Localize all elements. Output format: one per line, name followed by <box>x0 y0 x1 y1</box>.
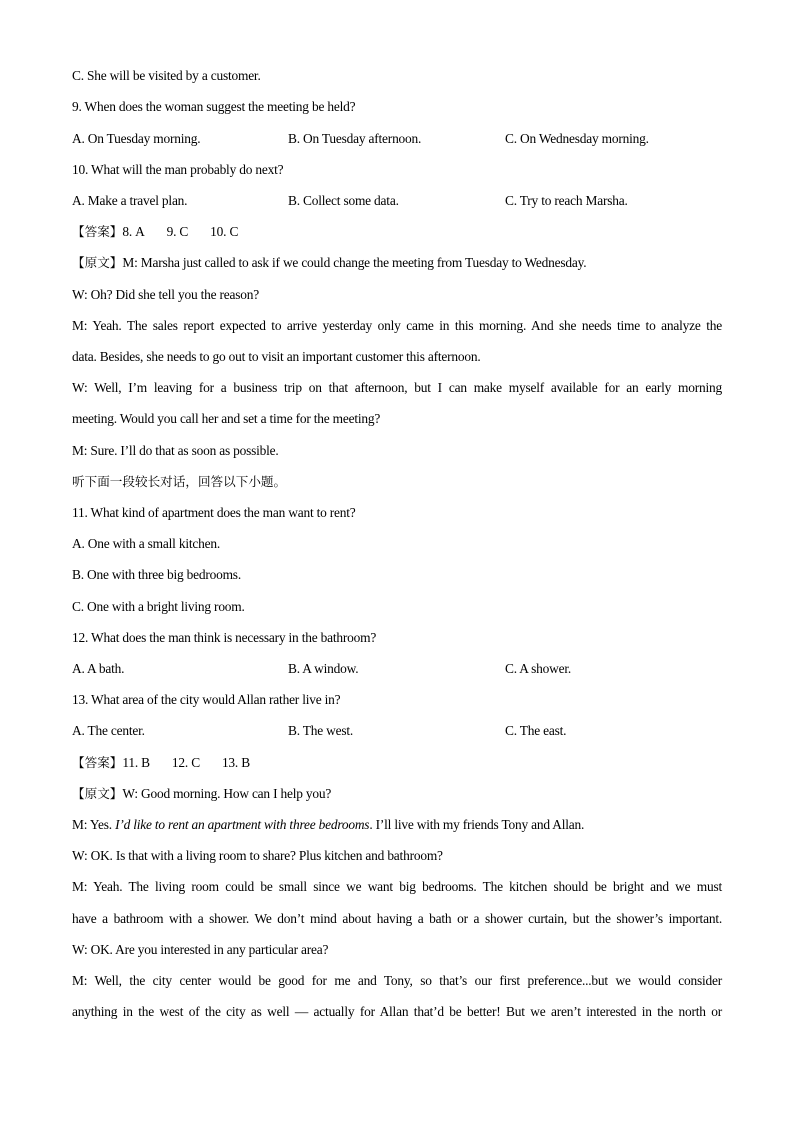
transcript-text: M: Marsha just called to ask if we could change the meeting from Tuesday to Wednesday. <box>122 255 587 270</box>
answer-13: 13. B <box>221 755 250 770</box>
transcript-2-line-7: M: Well, the city center would be good for me and Tony, so that’s our first preference...but we would consider <box>72 973 722 988</box>
transcript-2-line-4: M: Yeah. The living room could be small since we want big bedrooms. The kitchen should be bright and we must <box>72 879 722 894</box>
transcript-2-line-5: have a bathroom with a shower. We don’t mind about having a bath or a shower curtain, but the shower’s important. <box>72 911 722 926</box>
transcript-1-line-6: meeting. Would you call her and set a time for the meeting? <box>72 411 381 426</box>
transcript-1-line-1 <box>72 254 586 272</box>
q12-option-c: C. A shower. <box>505 661 572 676</box>
answer-9: 9. C <box>166 224 189 239</box>
transcript-label: 【原文】 <box>72 255 123 270</box>
transcript-1-line-4: data. Besides, she needs to go out to visit an important customer this afternoon. <box>72 349 481 364</box>
transcript-1-line-2: W: Oh? Did she tell you the reason? <box>72 287 259 302</box>
transcript-1-line-5: W: Well, I’m leaving for a business trip on that afternoon, but I can make myself available for an early morning <box>72 380 722 395</box>
answer-label: 【答案】 <box>72 755 123 770</box>
question-12: 12. What does the man think is necessary in the bathroom? <box>72 630 377 645</box>
q12-option-a: A. A bath. <box>72 661 125 676</box>
q8-option-c: C. She will be visited by a customer. <box>72 68 261 83</box>
q10-option-c: C. Try to reach Marsha. <box>505 193 628 208</box>
q12-option-b: B. A window. <box>288 661 359 676</box>
q10-option-b: B. Collect some data. <box>288 193 399 208</box>
q13-option-c: C. The east. <box>505 723 567 738</box>
question-11: 11. What kind of apartment does the man want to rent? <box>72 505 356 520</box>
q9-option-b: B. On Tuesday afternoon. <box>288 131 422 146</box>
q11-option-c: C. One with a bright living room. <box>72 599 245 614</box>
transcript-text: W: Good morning. How can I help you? <box>122 786 332 801</box>
q10-option-a: A. Make a travel plan. <box>72 193 188 208</box>
answer-8: 8. A <box>122 224 145 239</box>
answer-10: 10. C <box>210 224 239 239</box>
q11-option-a: A. One with a small kitchen. <box>72 536 220 551</box>
q11-option-b: B. One with three big bedrooms. <box>72 567 241 582</box>
transcript-2-line-8: anything in the west of the city as well — actually for Allan that’d be better! But we aren’t interested in the north or <box>72 1004 722 1019</box>
speaker-text: . I’ll live with my friends Tony and Allan. <box>369 817 585 832</box>
transcript-2-line-6: W: OK. Are you interested in any particular area? <box>72 942 329 957</box>
q13-option-b: B. The west. <box>288 723 354 738</box>
italic-answer-text: I’d like to rent an apartment with three bedrooms <box>115 817 370 832</box>
answer-line-2 <box>72 754 250 772</box>
section-instruction: 听下面一段较长对话，回答以下小题。 <box>72 474 287 489</box>
q9-option-c: C. On Wednesday morning. <box>505 131 649 146</box>
answer-11: 11. B <box>122 755 150 770</box>
transcript-2-line-2 <box>72 816 584 834</box>
transcript-label: 【原文】 <box>72 786 123 801</box>
answer-line-1 <box>72 223 238 241</box>
transcript-2-line-1 <box>72 785 331 803</box>
question-9: 9. When does the woman suggest the meeting be held? <box>72 99 356 114</box>
transcript-1-line-3: M: Yeah. The sales report expected to arrive yesterday only came in this morning. And she needs time to analyze the <box>72 318 722 333</box>
answer-label: 【答案】 <box>72 224 123 239</box>
question-10: 10. What will the man probably do next? <box>72 162 284 177</box>
answer-12: 12. C <box>171 755 200 770</box>
transcript-2-line-3: W: OK. Is that with a living room to share? Plus kitchen and bathroom? <box>72 848 443 863</box>
q9-option-a: A. On Tuesday morning. <box>72 131 201 146</box>
transcript-1-line-7: M: Sure. I’ll do that as soon as possible. <box>72 443 279 458</box>
question-13: 13. What area of the city would Allan rather live in? <box>72 692 341 707</box>
q13-option-a: A. The center. <box>72 723 145 738</box>
speaker-text: M: Yes. <box>72 817 116 832</box>
